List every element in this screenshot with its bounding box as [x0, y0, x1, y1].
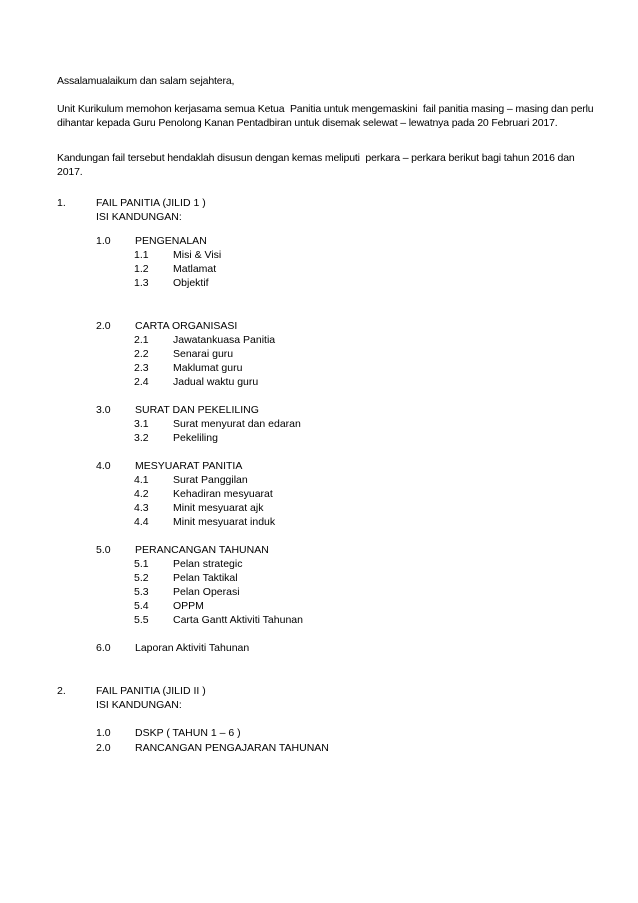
subitem-number: 3.1: [134, 418, 149, 430]
subitem-label: Carta Gantt Aktiviti Tahunan: [173, 614, 303, 626]
content-paragraph: Kandungan fail tersebut hendaklah disusun dengan kemas meliputi perkara – perkara berikut bagi tahun 2016 dan 2017.: [57, 152, 578, 178]
item-label: RANCANGAN PENGAJARAN TAHUNAN: [135, 742, 329, 754]
subitem-label: Misi & Visi: [173, 249, 222, 261]
subitem-number: 1.1: [134, 249, 149, 261]
subitem-number: 5.1: [134, 558, 149, 570]
item-label: PERANCANGAN TAHUNAN: [135, 544, 269, 556]
subitem-number: 5.3: [134, 586, 149, 598]
subitem-label: Objektif: [173, 277, 209, 289]
item-label: DSKP ( TAHUN 1 – 6 ): [135, 727, 241, 739]
subitem-label: Minit mesyuarat ajk: [173, 502, 264, 514]
item-number: 6.0: [96, 642, 111, 654]
subitem-number: 4.1: [134, 474, 149, 486]
item-label: MESYUARAT PANITIA: [135, 460, 243, 472]
subitem-label: Matlamat: [173, 263, 217, 275]
intro-paragraph: Unit Kurikulum memohon kerjasama semua Ketua Panitia untuk mengemaskini fail panitia masing – masing dan perlu dihantar kepada Guru Penolong Kanan Pentadbiran untuk disemak selewat – lewatnya pada 20 Februari 2017.: [57, 103, 597, 129]
subitem-number: 4.3: [134, 502, 149, 514]
section-title: FAIL PANITIA (JILID 1 ): [96, 197, 206, 209]
subitem-label: Jawatankuasa Panitia: [173, 334, 276, 346]
subitem-label: Senarai guru: [173, 348, 234, 360]
subitem-label: Surat Panggilan: [173, 474, 248, 486]
section-1-heading: [57, 196, 617, 224]
subitem-number: 1.2: [134, 263, 149, 275]
greeting-text: Assalamualaikum dan salam sejahtera,: [57, 75, 235, 87]
section-title: FAIL PANITIA (JILID II ): [96, 685, 206, 697]
subitem-label: OPPM: [173, 600, 204, 612]
item-label: CARTA ORGANISASI: [135, 320, 238, 332]
item-number: 4.0: [96, 460, 111, 472]
subitem-number: 2.2: [134, 348, 149, 360]
item-label: Laporan Aktiviti Tahunan: [135, 642, 250, 654]
subitem-number: 2.4: [134, 376, 149, 388]
subitem-number: 3.2: [134, 432, 149, 444]
subitem-label: Minit mesyuarat induk: [173, 516, 276, 528]
subitem-number: 5.2: [134, 572, 149, 584]
item-number: 2.0: [96, 320, 111, 332]
section-subtitle: ISI KANDUNGAN:: [96, 211, 182, 223]
subitem-label: Pelan strategic: [173, 558, 243, 570]
subitem-number: 2.1: [134, 334, 149, 346]
item-number: 2.0: [96, 742, 111, 754]
subitem-number: 5.4: [134, 600, 149, 612]
subitem-number: 1.3: [134, 277, 149, 289]
section-subtitle: ISI KANDUNGAN:: [96, 699, 182, 711]
item-number: 1.0: [96, 235, 111, 247]
subitem-label: Kehadiran mesyuarat: [173, 488, 273, 500]
subitem-number: 5.5: [134, 614, 149, 626]
item-number: 1.0: [96, 727, 111, 739]
subitem-label: Pekeliling: [173, 432, 218, 444]
item-number: 3.0: [96, 404, 111, 416]
subitem-number: 4.4: [134, 516, 149, 528]
item-label: PENGENALAN: [135, 235, 207, 247]
item-number: 5.0: [96, 544, 111, 556]
subitem-number: 2.3: [134, 362, 149, 374]
item-label: SURAT DAN PEKELILING: [135, 404, 259, 416]
subitem-label: Jadual waktu guru: [173, 376, 259, 388]
subitem-label: Pelan Taktikal: [173, 572, 238, 584]
section-number: 1.: [57, 197, 66, 209]
subitem-label: Surat menyurat dan edaran: [173, 418, 301, 430]
section-2-heading: [57, 684, 617, 712]
subitem-number: 4.2: [134, 488, 149, 500]
subitem-label: Pelan Operasi: [173, 586, 240, 598]
subitem-label: Maklumat guru: [173, 362, 243, 374]
section-number: 2.: [57, 685, 66, 697]
